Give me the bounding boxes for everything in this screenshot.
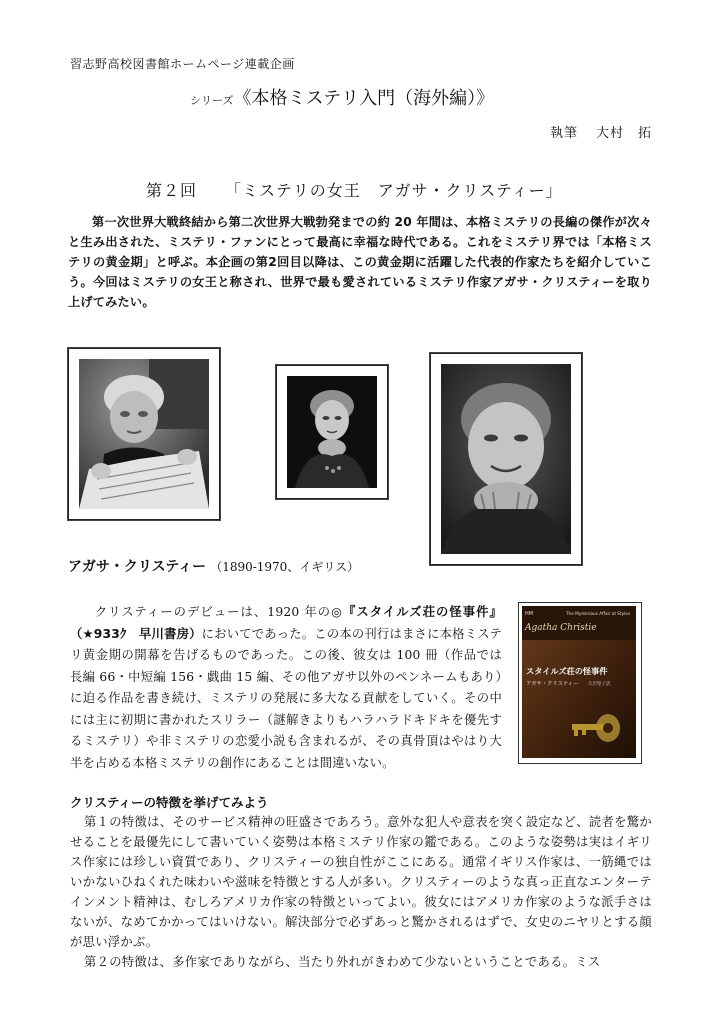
author-name: 大村 拓 xyxy=(595,126,652,141)
features-paragraph-2 xyxy=(70,952,652,972)
book-english-title: The Mysterious Affair at Styles xyxy=(566,611,630,616)
author-photo-portrait xyxy=(276,365,388,499)
series-prefix: シリーズ xyxy=(190,94,234,107)
intro-emphasis: 「本格ミステリの黄金期」 xyxy=(68,235,652,269)
debut-text-1: クリスティーのデビューは、1920 年の◎ xyxy=(94,605,343,619)
author-caption-years: （1890-1970、イギリス） xyxy=(210,560,360,574)
book-cover-image xyxy=(518,602,642,764)
features-paragraph-1-text: 第１の特徴は、そのサービス精神の旺盛さであろう。意外な犯人や意表を突く設定など、読者を驚かせることを最優先にして書いていく姿勢は本格ミステリ作家の鑑である。このような姿勢は実はイギリス作家には珍しい資質であり、クリスティーの独自性がここにある。通常イギリス作家は、一筋縄ではいかないひねくれた味わいや滋味を特徴とする人が多い。クリスティーのような真っ正直なエンターテインメント精神は、むしろアメリカ作家の特徴といってよい。彼女にはアメリカ作家のような派手さはないが、なめてかかってはいけない。解決部分で必ずあっと驚かされるはずで、女史のニヤリとする顔が思い浮かぶ。 xyxy=(70,815,652,949)
book-cover-art xyxy=(522,606,636,758)
series-title xyxy=(190,84,494,110)
book-japanese-title: スタイルズ荘の怪事件 xyxy=(526,666,608,676)
intro-text-2: と呼ぶ。本企画の第2回目以降は、この黄金期に活躍した代表的作家たちを紹介していこう。今回はミステリの女王と称され、世界で最も愛されているミステリ作家アガサ・クリスティーを取り上げてみたい。 xyxy=(68,255,652,309)
author-photo-reading xyxy=(68,348,220,520)
features-body xyxy=(70,812,652,972)
author-line xyxy=(550,122,652,141)
author-caption-name: アガサ・クリスティー xyxy=(68,559,207,575)
book-author-script: Agatha Christie xyxy=(525,623,597,633)
author-photo-portrait-image xyxy=(287,376,377,488)
book-series-mark: HM xyxy=(525,611,534,617)
features-paragraph-1 xyxy=(70,812,652,952)
debut-book-title: 『スタイルズ荘の怪事件』（★933ｸ 早川書房） xyxy=(70,605,502,641)
author-photo-smiling xyxy=(430,353,582,565)
book-author-jp: アガサ・クリスティー xyxy=(526,681,579,687)
chapter-number: 第２回 xyxy=(146,181,198,200)
author-photo-reading-image xyxy=(79,359,209,509)
header-org: 習志野高校図書館ホームページ連載企画 xyxy=(70,57,295,71)
debut-paragraph xyxy=(70,602,502,774)
author-caption xyxy=(68,556,359,576)
author-label: 執筆 xyxy=(549,126,578,141)
chapter-title: 「ミステリの女王 アガサ・クリスティー」 xyxy=(225,181,563,200)
series-name: 《本格ミステリ入門（海外編）》 xyxy=(233,88,495,109)
intro-paragraph xyxy=(68,212,652,312)
chapter-heading xyxy=(146,178,563,201)
author-photo-smiling-image xyxy=(441,364,571,554)
book-translator: 矢沢聖子訳 xyxy=(588,682,611,687)
intro-text-1: 第一次世界大戦終結から第二次世界大戦勃発までの約 20 年間は、本格ミステリの長編の傑作が次々と生み出された、ミステリ・ファンにとって最高に幸福な時代である。これをミステリ界では xyxy=(68,215,652,249)
features-heading: クリスティーの特徴を挙げてみよう xyxy=(70,795,269,810)
debut-text-2: においてであった。この本の刊行はまさに本格ミステリ黄金期の開幕を告げるものであった。この後、彼女は 100 冊（作品では長編 66・中短編 156・戯曲 15 編、その他アガサ以外のペンネームもあり）に迫る作品を書き続け、ミステリの発展に多大なる貢献をしていく。その中には主に初期に書かれたスリラー（謎解きよりもハラハラドキドキを優先するミステリ）や非ミステリの恋愛小説も含まれるが、その真骨頂はやはり大半を占める本格ミステリの創作にあることは間違いない。 xyxy=(70,626,502,770)
features-paragraph-2-text: 第２の特徴は、多作家でありながら、当たり外れがきわめて少ないということである。ミス xyxy=(84,955,601,969)
